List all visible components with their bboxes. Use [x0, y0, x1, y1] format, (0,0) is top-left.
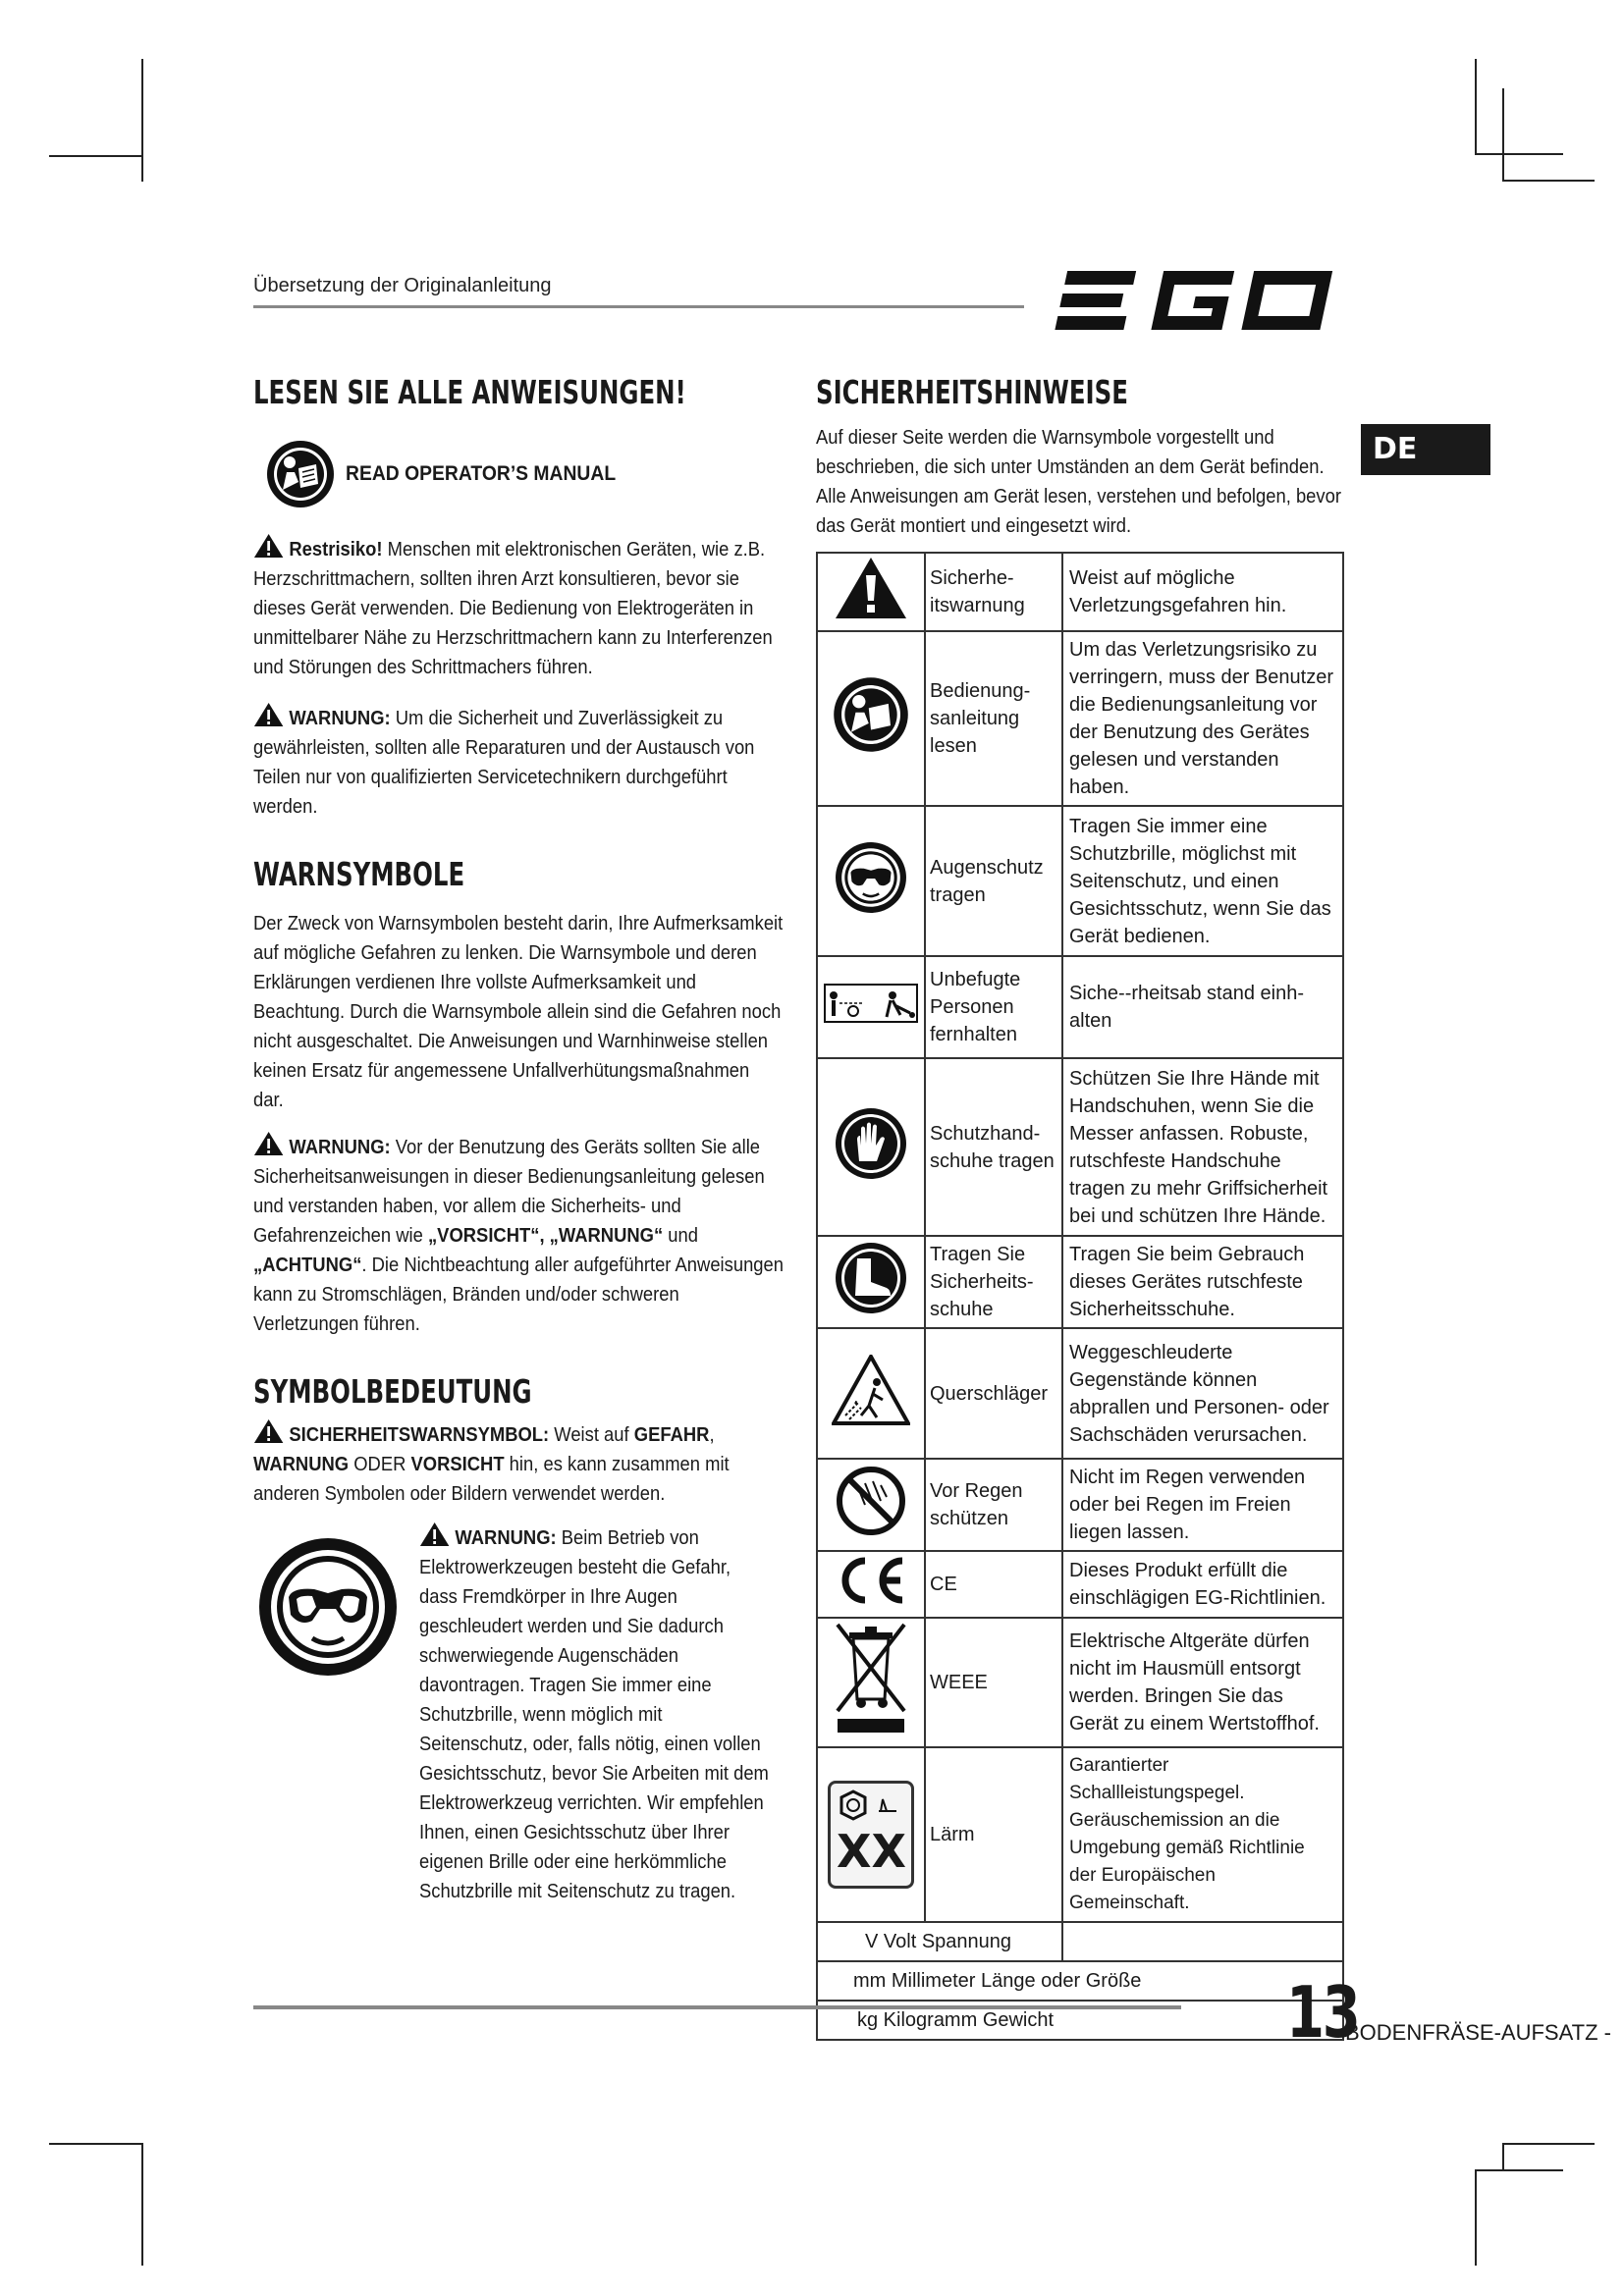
- crop-mark: [1502, 88, 1504, 182]
- read-manual-icon: [265, 439, 336, 509]
- footer-rule: [253, 2005, 1181, 2009]
- keyword-vorsicht-warnung: „VORSICHT“, „WARNUNG“: [427, 1225, 664, 1247]
- warning-triangle-icon: [253, 1418, 284, 1444]
- heading-warnsymbole: WARNSYMBOLE: [253, 855, 465, 893]
- table-row: [817, 1551, 1343, 1618]
- table-row: [817, 631, 1343, 806]
- crop-mark: [1475, 59, 1477, 155]
- warning-key: WARNUNG:: [289, 708, 391, 729]
- warning-key: WARNUNG:: [289, 1137, 391, 1158]
- safety-symbol-paragraph: [253, 1418, 784, 1509]
- warning-triangle-icon: [834, 556, 908, 620]
- crop-mark: [1475, 2169, 1563, 2171]
- symbol-description: Dieses Produkt erfüllt die einschlägigen EG-Richtlinien.: [1062, 1551, 1343, 1618]
- table-row: [817, 1328, 1343, 1459]
- icon-cell: [817, 1058, 925, 1236]
- table-row: [817, 956, 1343, 1058]
- warning-triangle-icon: [253, 533, 284, 559]
- crop-mark: [49, 155, 143, 157]
- empty-cell: [1062, 1922, 1343, 1961]
- symbol-name: Augenschutz tragen: [925, 806, 1062, 956]
- page-number: 13: [1286, 1971, 1359, 2054]
- unit-millimeter: mm Millimeter Länge oder Größe: [817, 1961, 1343, 2001]
- warning-text-part: . Die Nichtbeachtung aller aufgeführter Anweisungen kann zu Stromschlägen, Bränden und/oder schweren Verletzungen führen.: [253, 1255, 785, 1335]
- keyword-vorsicht: VORSICHT: [410, 1454, 505, 1475]
- keyword-gefahr: GEFAHR: [633, 1424, 710, 1446]
- unit-volt: V Volt Spannung: [817, 1922, 1062, 1961]
- read-manual-label: READ OPERATOR’S MANUAL: [346, 462, 617, 485]
- safety-boots-icon: [834, 1241, 908, 1315]
- warning-triangle-icon: [253, 702, 284, 727]
- icon-cell: [817, 1328, 925, 1459]
- symbol-table: [816, 552, 1344, 2041]
- symbol-description: Schützen Sie Ihre Hände mit Handschuhen, wenn Sie die Messer anfassen. Robuste, rutschfeste Handschuhe tragen zu mehr Griffsicherheit bei und schützen Ihre Hände.: [1062, 1058, 1343, 1236]
- warning-repairs-text: Um die Sicherheit und Zuverlässigkeit zu gewährleisten, sollten alle Reparaturen und der Austausch von Teilen nur von qualifizierten Servicetechnikern durchgeführt werden.: [253, 708, 755, 818]
- symbol-description: Tragen Sie beim Gebrauch dieses Gerätes rutschfeste Sicherheitsschuhe.: [1062, 1236, 1343, 1328]
- symbol-description: Tragen Sie immer eine Schutzbrille, möglichst mit Seitenschutz, und einen Gesichtsschutz, wenn Sie das Gerät bedienen.: [1062, 806, 1343, 956]
- eye-protection-icon: [835, 841, 907, 914]
- safety-symbol-text: ,: [709, 1424, 715, 1446]
- symbol-name: Schutzhand-schuhe tragen: [925, 1058, 1062, 1236]
- crop-mark: [1502, 2143, 1504, 2169]
- heading-symbolbedeutung: SYMBOLBEDEUTUNG: [253, 1372, 532, 1411]
- symbol-name: Unbefugte Personen fernhalten: [925, 956, 1062, 1058]
- table-row: [817, 1747, 1343, 1922]
- icon-cell: [817, 1618, 925, 1747]
- symbol-description: Nicht im Regen verwenden oder bei Regen im Freien liegen lassen.: [1062, 1459, 1343, 1551]
- keep-bystanders-away-icon: [824, 984, 918, 1023]
- ego-logo: [1049, 267, 1343, 339]
- symbol-name: Tragen Sie Sicherheits-schuhe: [925, 1236, 1062, 1328]
- warning-key: WARNUNG:: [455, 1527, 557, 1549]
- thrown-objects-icon: [832, 1355, 910, 1425]
- symbol-description: Weist auf mögliche Verletzungsgefahren hin.: [1062, 553, 1343, 631]
- icon-cell: [817, 1551, 925, 1618]
- safety-symbol-key: SICHERHEITSWARNSYMBOL:: [289, 1424, 550, 1446]
- table-row: [817, 1922, 1343, 1961]
- noise-level-icon: [828, 1781, 914, 1889]
- read-manual-icon: [832, 675, 910, 754]
- warning-eye-paragraph: [419, 1522, 772, 1906]
- warning-triangle-icon: [419, 1522, 450, 1547]
- left-column: [253, 373, 784, 1509]
- symbol-name: CE: [925, 1551, 1062, 1618]
- unit-kilogram: kg Kilogramm Gewicht: [817, 2001, 1343, 2040]
- icon-cell: [817, 956, 925, 1058]
- symbol-name: Vor Regen schützen: [925, 1459, 1062, 1551]
- crop-mark: [1502, 2143, 1595, 2145]
- warning-triangle-icon: [253, 1131, 284, 1156]
- safety-symbol-text: Weist auf: [549, 1424, 634, 1446]
- header-subtitle: Übersetzung der Originalanleitung: [253, 275, 552, 296]
- gloves-icon: [834, 1106, 908, 1181]
- restrisiko-text: Menschen mit elektronischen Geräten, wie z.B. Herzschrittmachern, sollten ihren Arzt konsultieren, bevor sie dieses Gerät verwenden. Die Bedienung von Elektrogeräten in unmittelbarer Nähe zu Herzschrittmachern kann zu Interferenzen und Störungen des Schrittmachers führen.: [253, 539, 773, 678]
- table-row: [817, 1618, 1343, 1747]
- table-row: [817, 1058, 1343, 1236]
- warnsymbole-intro: Der Zweck von Warnsymbolen besteht darin, Ihre Aufmerksamkeit auf mögliche Gefahren zu lenken. Die Warnsymbole und deren Erklärungen verdienen Ihre vollste Aufmerksamkeit und Beachtung. Durch die Warnsymbole allein sind die Gefahren noch nicht ausgeschaltet. Die Anweisungen und Warnhinweise stellen keinen Ersatz für angemessene Unfallverhütungsmaßnahmen dar.: [253, 913, 784, 1111]
- crop-mark: [1475, 153, 1563, 155]
- crop-mark: [49, 2143, 143, 2145]
- warning-eye-text: Beim Betrieb von Elektrowerkzeugen besteht die Gefahr, dass Fremdkörper in Ihre Augen geschleudert werden und Sie dadurch schwerwiegende Augenschäden davontragen. Tragen Sie immer eine Schutzbrille, wenn möglich mit Seitenschutz, oder, falls nötig, einen vollen Gesichtsschutz, bevor Sie Arbeiten mit dem Elektrowerkzeug verrichten. Wir empfehlen Ihnen, einen Gesichtsschutz über Ihrer eigenen Brille oder eine herkömmliche Schutzbrille mit Seitenschutz zu tragen.: [419, 1527, 769, 1902]
- header-rule: [253, 305, 1024, 308]
- symbol-name: WEEE: [925, 1618, 1062, 1747]
- noise-level-value: XX: [837, 1825, 906, 1878]
- table-row: [817, 806, 1343, 956]
- crop-mark: [141, 59, 143, 182]
- heading-sicherheitshinweise: SICHERHEITSHINWEISE: [816, 373, 1128, 411]
- symbol-description: Garantierter Schallleistungspegel. Geräuschemission an die Umgebung gemäß Richtlinie der Europäischen Gemeinschaft.: [1062, 1747, 1343, 1922]
- table-row: [817, 553, 1343, 631]
- crop-mark: [141, 2143, 143, 2266]
- symbol-description: Weggeschleuderte Gegenstände können abprallen und Personen- oder Sachschäden verursachen.: [1062, 1328, 1343, 1459]
- language-badge: DE: [1361, 424, 1490, 475]
- no-rain-icon: [836, 1466, 906, 1536]
- icon-cell: [817, 806, 925, 956]
- safety-symbol-text: ODER: [349, 1454, 411, 1475]
- safety-symbol-text: hin, es kann zusammen mit anderen Symbolen oder Bildern verwendet werden.: [253, 1454, 730, 1505]
- weee-bin-icon: [832, 1621, 910, 1736]
- table-row: [817, 1459, 1343, 1551]
- symbol-name: Bedienung-sanleitung lesen: [925, 631, 1062, 806]
- read-manual-row: [265, 439, 784, 509]
- keyword-warnung: WARNUNG: [253, 1454, 350, 1475]
- symbol-description: Elektrische Altgeräte dürfen nicht im Hausmüll entsorgt werden. Bringen Sie das Gerät zu einem Wertstoffhof.: [1062, 1618, 1343, 1747]
- symbol-description: Siche--rheitsab stand einh-alten: [1062, 956, 1343, 1058]
- noise-level-icon: [834, 1788, 908, 1827]
- restrisiko-key: Restrisiko!: [289, 539, 383, 561]
- icon-cell: [817, 1747, 925, 1922]
- table-row: [817, 1236, 1343, 1328]
- restrisiko-paragraph: [253, 533, 784, 682]
- ce-mark-icon: [834, 1555, 908, 1606]
- symbol-name: Querschläger: [925, 1328, 1062, 1459]
- crop-mark: [1475, 2169, 1477, 2266]
- warning-read-all-paragraph: [253, 1131, 784, 1339]
- icon-cell: [817, 553, 925, 631]
- keyword-achtung: „ACHTUNG“: [253, 1255, 362, 1276]
- symbol-name: Lärm: [925, 1747, 1062, 1922]
- icon-cell: [817, 1459, 925, 1551]
- warning-repairs-paragraph: [253, 702, 784, 822]
- sicherheitshinweise-intro: Auf dieser Seite werden die Warnsymbole vorgestellt und beschrieben, die sich unter Umständen an dem Gerät befinden. Alle Anweisungen am Gerät lesen, verstehen und befolgen, bevor das Gerät montiert und eingesetzt wird.: [816, 427, 1341, 537]
- symbol-name: Sicherhe-itswarnung: [925, 553, 1062, 631]
- product-title: BODENFRÄSE-AUFSATZ -: [1345, 2020, 1611, 2045]
- warning-text-part: Vor der Benutzung des Geräts sollten Sie alle Sicherheitsanweisungen in dieser Bedienungsanleitung gelesen und verstanden haben, vor allem die Sicherheits- und Gefahrenzeichen wie: [253, 1137, 765, 1247]
- heading-read-instructions: LESEN SIE ALLE ANWEISUNGEN!: [253, 373, 686, 411]
- table-row: [817, 1961, 1343, 2001]
- right-column: [816, 373, 1346, 541]
- icon-cell: [817, 1236, 925, 1328]
- eye-protection-icon: [257, 1536, 399, 1678]
- warning-text-part: und: [663, 1225, 698, 1247]
- icon-cell: [817, 631, 925, 806]
- symbol-description: Um das Verletzungsrisiko zu verringern, muss der Benutzer die Bedienungsanleitung vor der Benutzung des Gerätes gelesen und verstanden haben.: [1062, 631, 1343, 806]
- crop-mark: [1502, 180, 1595, 182]
